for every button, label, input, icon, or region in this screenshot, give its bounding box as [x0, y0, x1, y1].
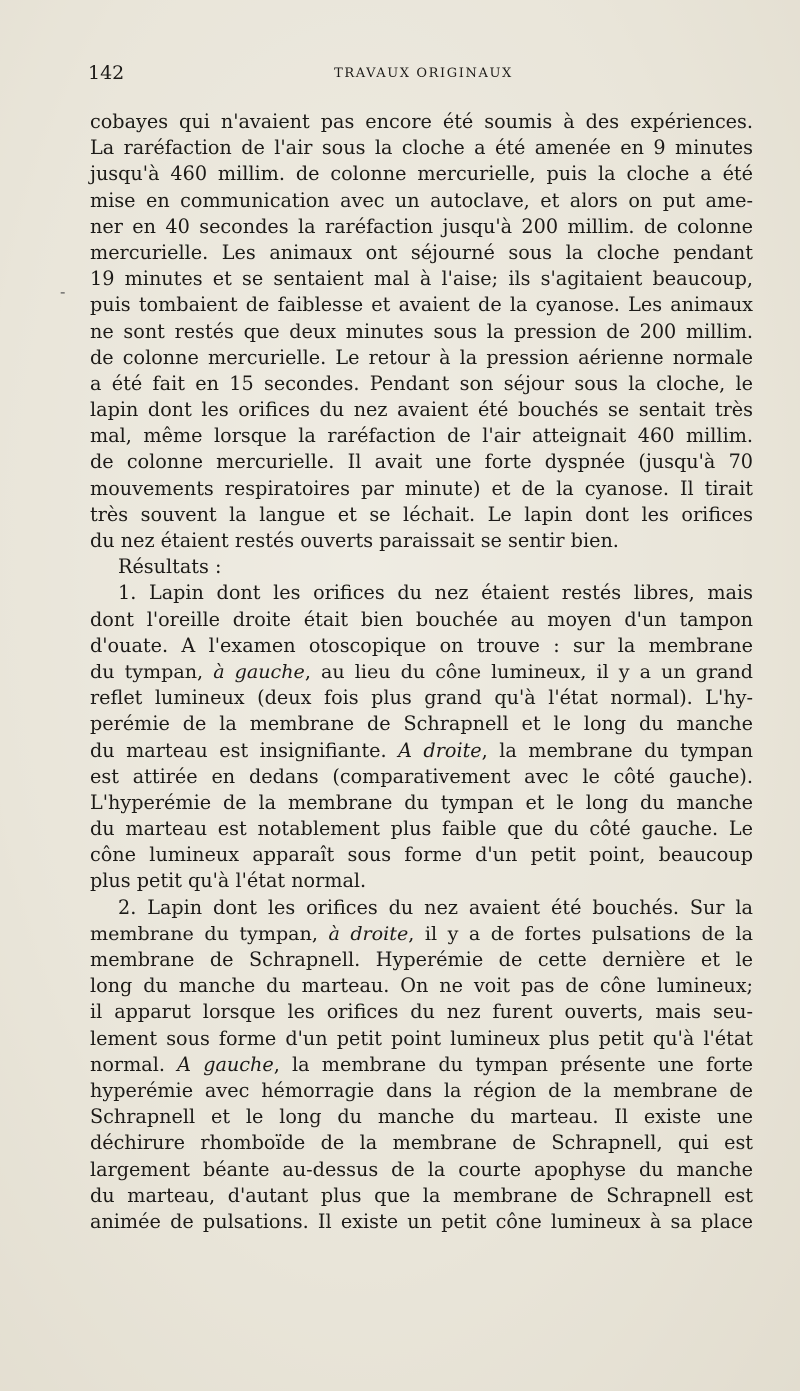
text-line: membrane de Schrapnell. Hyperémie de cette dernière et le [90, 948, 753, 971]
text-line: normal. A gauche, la membrane du tympan présente une forte [90, 1052, 753, 1076]
emphasis: à gauche [213, 659, 305, 683]
text-line: lement sous forme d'un petit point lumineux plus petit qu'à l'état [90, 1026, 753, 1050]
text-line: 2. Lapin dont les orifices du nez avaient été bouchés. Sur la [118, 895, 753, 919]
text-line: dont l'oreille droite était bien bouchée au moyen d'un tampon [90, 607, 753, 631]
text-line: du marteau est notablement plus faible que du côté gauche. Le [90, 817, 753, 841]
text-line: très souvent la langue et se léchait. Le lapin dont les orifices [90, 502, 753, 526]
text-line: mal, même lorsque la raréfaction de l'air atteignait 460 millim. [90, 424, 753, 448]
section-heading-resultats: Résultats : [118, 555, 222, 579]
text-line: jusqu'à 460 millim. de colonne mercurielle, puis la cloche a été [90, 162, 753, 186]
text-line: est attirée en dedans (comparativement avec le côté gauche). [90, 764, 753, 788]
text-line: long du manche du marteau. On ne voit pas de cône lumineux; [90, 974, 753, 998]
running-title: TRAVAUX ORIGINAUX [334, 66, 513, 81]
text-line: du nez étaient restés ouverts paraissait se sentir bien. [90, 529, 619, 552]
text-line: du marteau, d'autant plus que la membrane de Schrapnell est [90, 1183, 753, 1207]
text-line: ner en 40 secondes la raréfaction jusqu'à 200 millim. de colonne [90, 214, 753, 238]
text-line: ne sont restés que deux minutes sous la pression de 200 millim. [90, 319, 753, 343]
text-line: 1. Lapin dont les orifices du nez étaient restés libres, mais [118, 581, 753, 605]
text-line: reflet lumineux (deux fois plus grand qu'à l'état normal). L'hy- [90, 686, 753, 710]
text-line: déchirure rhomboïde de la membrane de Schrapnell, qui est [90, 1131, 753, 1155]
text-line: cobayes qui n'avaient pas encore été soumis à des expériences. [90, 110, 753, 133]
text-line: plus petit qu'à l'état normal. [90, 869, 367, 893]
text-line: perémie de la membrane de Schrapnell et le long du manche [90, 712, 753, 736]
text-line: il apparut lorsque les orifices du nez furent ouverts, mais seu- [90, 1000, 753, 1024]
text-line: cône lumineux apparaît sous forme d'un petit point, beaucoup [90, 843, 753, 867]
text-line: de colonne mercurielle. Le retour à la pression aérienne normale [90, 345, 753, 369]
text-line: hyperémie avec hémorragie dans la région de la membrane de [90, 1078, 753, 1102]
emphasis: à droite [328, 921, 409, 945]
text-line: mouvements respiratoires par minute) et de la cyanose. Il tirait [90, 476, 753, 500]
text-line: lapin dont les orifices du nez avaient été bouchés se sentait très [90, 398, 753, 422]
text-line: a été fait en 15 secondes. Pendant son séjour sous la cloche, le [90, 371, 753, 395]
text-line: Schrapnell et le long du manche du marteau. Il existe une [90, 1105, 753, 1129]
text-line: La raréfaction de l'air sous la cloche a été amenée en 9 minutes [90, 136, 753, 160]
body-text [90, 109, 753, 1235]
emphasis: A gauche [177, 1052, 274, 1076]
text-line: membrane du tympan, à droite, il y a de fortes pulsations de la [90, 921, 753, 945]
page-number: 142 [88, 62, 125, 84]
text-line: du marteau est insignifiante. A droite, la membrane du tympan [90, 738, 753, 762]
text-line: mercurielle. Les animaux ont séjourné sous la cloche pendant [90, 240, 753, 264]
text-line: d'ouate. A l'examen otoscopique on trouve : sur la membrane [90, 633, 753, 657]
text-line: animée de pulsations. Il existe un petit cône lumineux à sa place [90, 1209, 753, 1233]
page-header [88, 62, 753, 86]
margin-mark: - [60, 282, 66, 301]
text-line: du tympan, à gauche, au lieu du cône lumineux, il y a un grand [90, 659, 753, 683]
text-line: puis tombaient de faiblesse et avaient de la cyanose. Les animaux [90, 293, 753, 317]
emphasis: A droite [398, 738, 482, 762]
text-line: largement béante au-dessus de la courte apophyse du manche [90, 1157, 753, 1181]
text-line: L'hyperémie de la membrane du tympan et le long du manche [90, 790, 753, 814]
text-line: de colonne mercurielle. Il avait une forte dyspnée (jusqu'à 70 [90, 450, 753, 474]
text-line: mise en communication avec un autoclave, et alors on put ame- [90, 188, 753, 212]
text-line: 19 minutes et se sentaient mal à l'aise; ils s'agitaient beaucoup, [90, 267, 753, 291]
